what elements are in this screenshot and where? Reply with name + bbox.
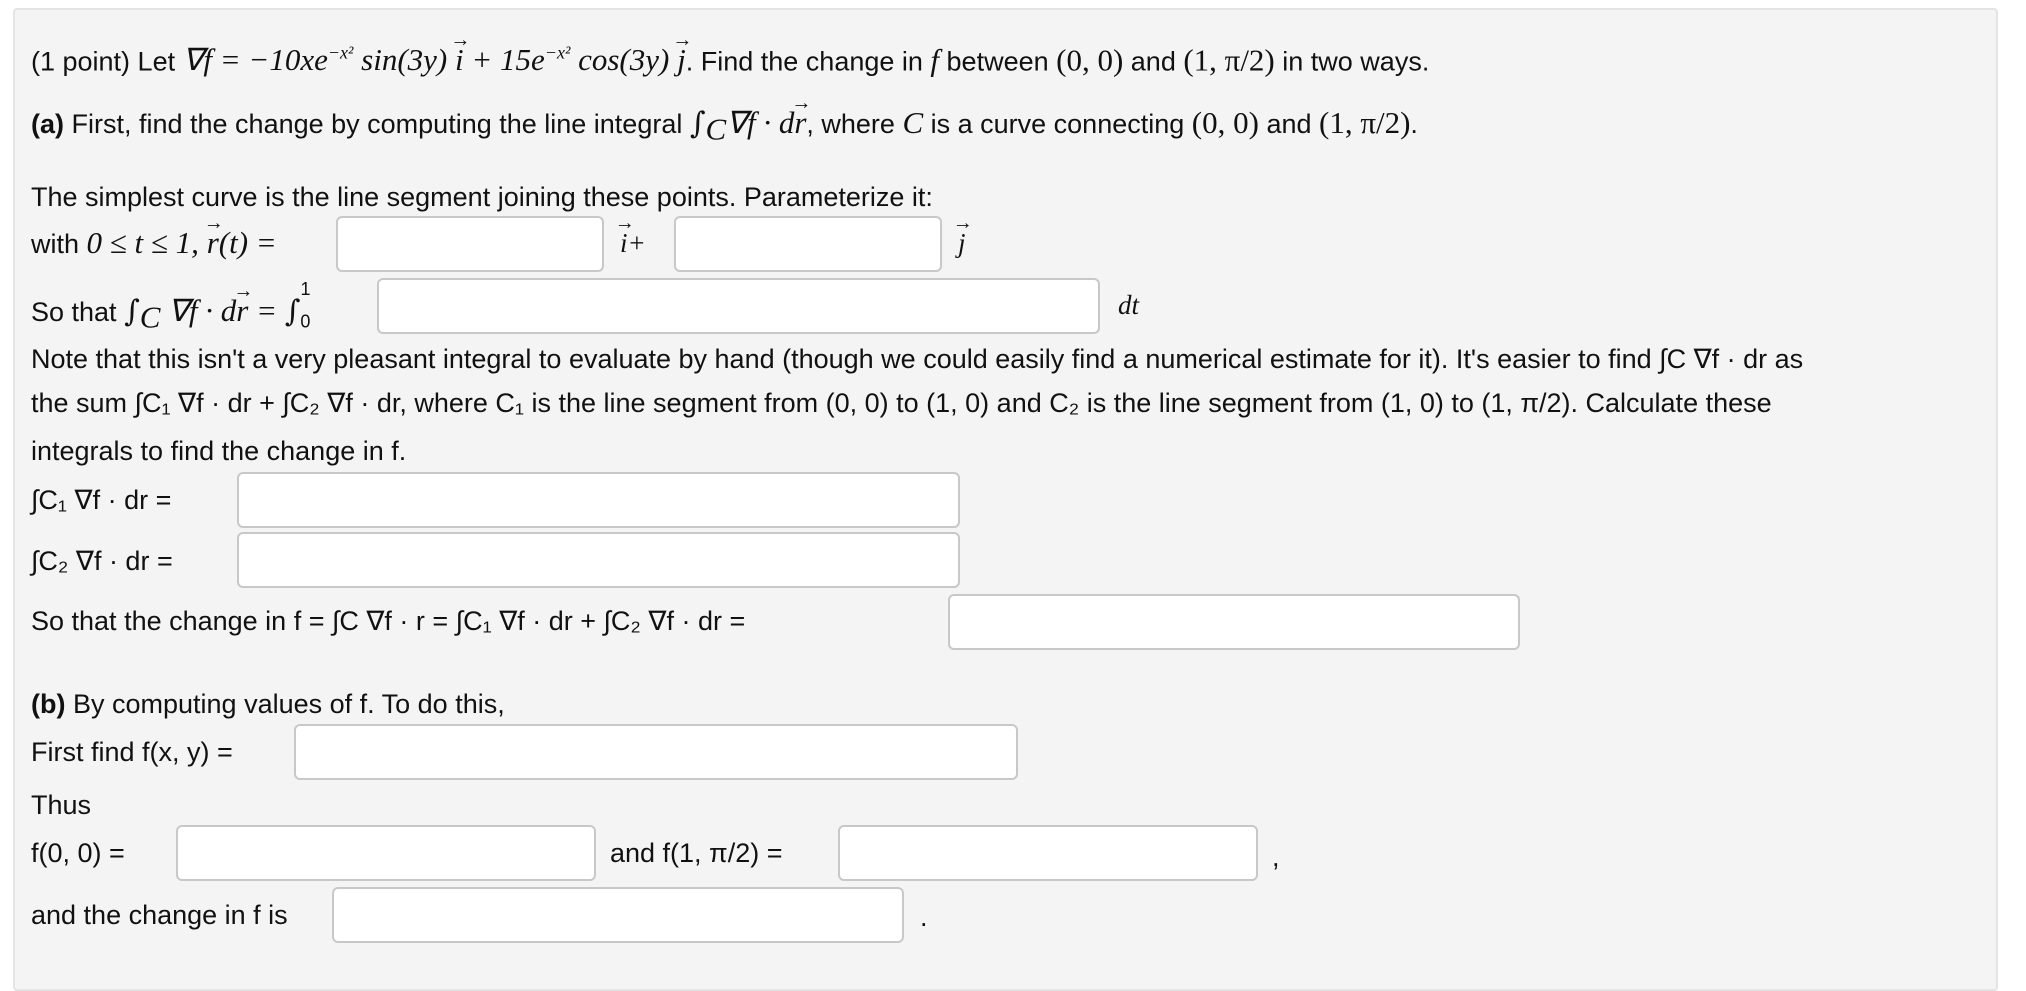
f-xy-label: First find f(x, y) = bbox=[31, 737, 233, 767]
parameterize-text: The simplest curve is the line segment joining these points. Parameterize it: bbox=[31, 182, 933, 212]
comma-label: , bbox=[1272, 842, 1280, 872]
c2-integral-input[interactable] bbox=[237, 532, 960, 588]
points-label: (1 point) Let bbox=[31, 46, 176, 77]
change-sum-label: So that the change in f = ∫C ∇f · r = ∫C₁ ∇f · dr + ∫C₂ ∇f · dr = bbox=[31, 606, 746, 636]
gradient-expression: $\nabla f = -10xe^{-x^2}$ sin(3y) i → + $15e^{-x^2}$ cos(3y) j → bbox=[183, 42, 686, 77]
change-sum-input[interactable] bbox=[948, 594, 1520, 650]
change-in-f-input[interactable] bbox=[332, 887, 904, 943]
parameter-label: with 0 ≤ t ≤ 1, r →(t) = bbox=[31, 226, 277, 261]
part-a-intro: (a) First, find the change by computing the line integral $\int_C\nabla f$ · dr →, where C is a curve connecting (0, 0) and (1, π/2). bbox=[31, 106, 1418, 146]
r-i-component-input[interactable] bbox=[336, 216, 604, 272]
c2-integral-label: ∫C₂ ∇f · dr = bbox=[31, 546, 173, 576]
f00-label: f(0, 0) = bbox=[31, 838, 125, 868]
f00-input[interactable] bbox=[176, 825, 596, 881]
note-line-3: integrals to find the change in f. bbox=[31, 436, 407, 466]
part-b-intro: (b) By computing values of f. To do this, bbox=[31, 689, 505, 719]
j-unit-label: j → bbox=[958, 226, 966, 260]
note-line-2: the sum ∫C₁ ∇f · dr + ∫C₂ ∇f · dr, where C₁ is the line segment from (0, 0) to (1, 0) and C₂ is the line segment from (1, 0) to (1, π/2). Calculate these bbox=[31, 388, 1772, 418]
problem-statement: (1 point) Let $\nabla f = -10xe^{-x^2}$ sin(3y) i → + $15e^{-x^2}$ cos(3y) j →. Find the change in f between (0, 0) and (1, π/2) in two ways. bbox=[31, 36, 1429, 78]
change-in-f-label: and the change in f is bbox=[31, 900, 288, 930]
f1-label: and f(1, π/2) = bbox=[610, 838, 783, 868]
i-plus-label: i →+ bbox=[620, 226, 646, 260]
integral-label: So that $\int_C$ ∇f · dr → = $\int_0^1$ bbox=[31, 288, 320, 338]
dt-label: dt bbox=[1118, 290, 1140, 320]
period-label: . bbox=[920, 902, 928, 932]
c1-integral-input[interactable] bbox=[237, 472, 960, 528]
f-xy-input[interactable] bbox=[294, 724, 1018, 780]
c1-integral-label: ∫C₁ ∇f · dr = bbox=[31, 485, 172, 515]
thus-label: Thus bbox=[31, 790, 92, 820]
r-j-component-input[interactable] bbox=[674, 216, 942, 272]
integrand-input[interactable] bbox=[377, 278, 1100, 334]
note-line-1: Note that this isn't a very pleasant integral to evaluate by hand (though we could easily find a numerical estimate for it). It's easier to find ∫C ∇f · dr as bbox=[31, 344, 1804, 374]
f1-input[interactable] bbox=[838, 825, 1258, 881]
